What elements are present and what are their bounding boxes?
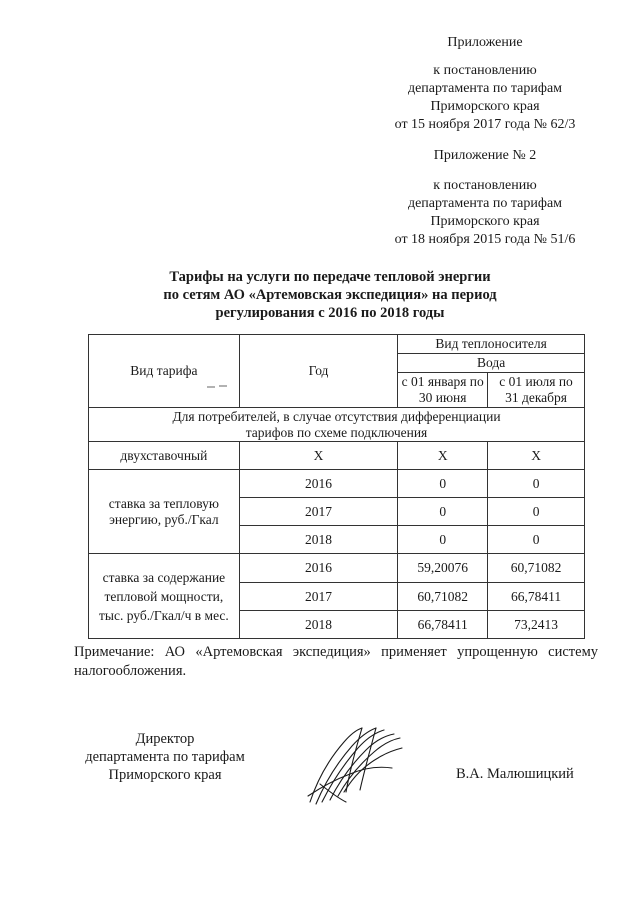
cell-value: X [398, 442, 488, 470]
appendix-title: Приложение № 2 [433, 148, 537, 163]
appendix-line: от 15 ноября 2017 года № 62/3 [394, 117, 576, 132]
cell-value: 66,78411 [398, 611, 488, 639]
cell-value: 0 [398, 526, 488, 554]
cell-value: X [488, 442, 585, 470]
tariff-table [88, 334, 585, 639]
header-water: Вода [398, 354, 585, 373]
appendix-line: департамента по тарифам [407, 196, 563, 211]
cell-year: 2018 [239, 611, 398, 639]
cell-value: 59,20076 [398, 554, 488, 583]
cell-year: X [239, 442, 398, 470]
cell-value: 60,71082 [398, 583, 488, 611]
title-line: регулирования с 2016 по 2018 годы [215, 305, 445, 321]
appendix-header-2 [380, 147, 590, 249]
cell-value: 0 [398, 470, 488, 498]
cell-value: 0 [488, 498, 585, 526]
cell-year: 2018 [239, 526, 398, 554]
cell-value: 0 [488, 470, 585, 498]
header-carrier: Вид теплоносителя [398, 335, 585, 354]
header-year: Год [239, 335, 398, 408]
note: Примечание: АО «Артемовская экспедиция» применяет упрощенную систему налогообложения. [74, 644, 598, 679]
title-line: Тарифы на услуги по передаче тепловой энергии [169, 269, 491, 285]
position-line: Приморского края [108, 767, 222, 783]
position-line: департамента по тарифам [85, 749, 245, 765]
appendix-header-1 [380, 34, 590, 134]
handwritten-signature-icon [300, 718, 410, 808]
cell-value: 0 [398, 498, 488, 526]
cell-year: 2016 [239, 554, 398, 583]
cell-year: 2016 [239, 470, 398, 498]
signatory-name: В.А. Малюшицкий [456, 766, 574, 782]
header-period-2: с 01 июля по 31 декабря [488, 373, 585, 408]
header-tariff-type: Вид тарифа [89, 335, 240, 408]
cell-value: 66,78411 [488, 583, 585, 611]
appendix-line: к постановлению [433, 178, 537, 193]
position-line: Директор [135, 731, 195, 747]
cell-year: 2017 [239, 583, 398, 611]
cell-year: 2017 [239, 498, 398, 526]
appendix-line: Приморского края [430, 99, 540, 114]
appendix-line: от 18 ноября 2015 года № 51/6 [394, 232, 576, 247]
row-label: ставка за тепловую энергию, руб./Гкал [89, 470, 240, 554]
scan-mark-icon [206, 383, 228, 389]
cell-value: 0 [488, 526, 585, 554]
row-label: двухставочный [89, 442, 240, 470]
cell-value: 73,2413 [488, 611, 585, 639]
appendix-line: к постановлению [433, 63, 537, 78]
appendix-line: департамента по тарифам [407, 81, 563, 96]
title-line: по сетям АО «Артемовская экспедиция» на период [163, 287, 497, 303]
document-title [110, 268, 550, 322]
row-label: ставка за содержание тепловой мощности, тыс. руб./Гкал/ч в мес. [89, 554, 240, 639]
signatory-position [70, 730, 260, 784]
cell-value: 60,71082 [488, 554, 585, 583]
header-period-1: с 01 января по 30 июня [398, 373, 488, 408]
appendix-line: Приморского края [430, 214, 540, 229]
appendix-title: Приложение [447, 35, 523, 50]
section-row: Для потребителей, в случае отсутствия дифференциации тарифов по схеме подключения [89, 408, 585, 442]
